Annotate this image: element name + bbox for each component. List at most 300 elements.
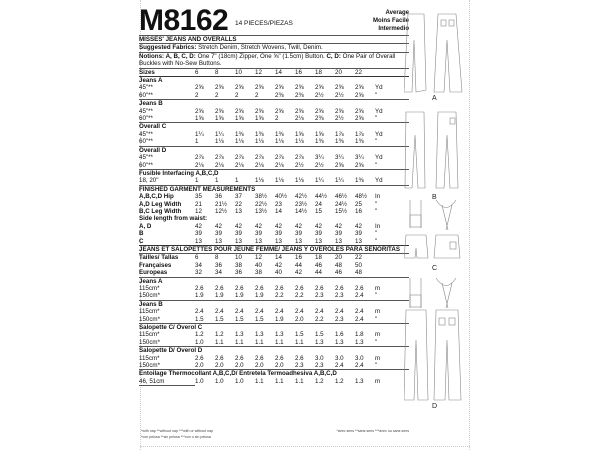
table-row (139, 215, 409, 222)
table-cell: 13 (275, 237, 282, 245)
table-cell: 48½ (355, 193, 368, 201)
table-row (139, 347, 409, 355)
table-cell: 14 (275, 207, 282, 215)
table-row (139, 36, 409, 44)
table-cell: 13 (255, 237, 262, 245)
table-cell: 1.5 (295, 331, 304, 339)
table-cell: 12½ (215, 207, 228, 215)
table-cell: 60"** (139, 91, 153, 99)
table-cell: Yd (375, 154, 383, 162)
table-cell: 1⅜ (275, 130, 284, 138)
table-cell: Yd (375, 177, 383, 185)
table-cell: 2⅝ (295, 84, 304, 92)
table-cell: 2.4 (355, 315, 364, 323)
table-cell: 10 (235, 254, 255, 262)
table-cell: 150cm* (139, 338, 160, 346)
table-cell: 1⅜ (315, 138, 324, 146)
table-cell: 2⅛ (275, 161, 284, 169)
table-cell: 34 (215, 269, 222, 277)
table-cell: 1.1 (255, 338, 264, 346)
table-cell: 2⅞ (195, 154, 204, 162)
table-cell: 1.1 (295, 378, 304, 386)
table-cell: 2⅝ (355, 91, 364, 99)
table-cell: 1.3 (235, 331, 244, 339)
table-cell: 1⅛ (275, 138, 284, 146)
table-cell: 1⅝ (195, 115, 204, 123)
table-row (139, 223, 409, 230)
table-cell: 25 (355, 200, 362, 208)
view-b-illustration (405, 112, 458, 188)
table-cell: 2⅛ (295, 115, 304, 123)
table-cell: 13 (235, 207, 242, 215)
footnote-es: *con pelusa **sin pelusa ***con o sin pelusa (141, 435, 211, 439)
table-cell: 2⅝ (295, 107, 304, 115)
table-cell: Fusible Interfacing A,B,C,D (139, 169, 409, 177)
table-cell: m (375, 308, 381, 316)
table-cell: 2⅝ (235, 107, 244, 115)
table-cell: 2⅜ (275, 91, 284, 99)
table-cell: 13 (215, 237, 222, 245)
table-cell: 1¼ (335, 177, 344, 185)
table-cell: 1.1 (275, 338, 284, 346)
table-cell: B (139, 230, 144, 238)
table-cell: 37 (235, 193, 242, 201)
table-cell: 3.0 (355, 354, 364, 362)
table-cell: 2.4 (335, 308, 344, 316)
table-cell: 2⅛ (235, 161, 244, 169)
table-cell: 2 (195, 91, 199, 99)
table-cell: 46 (315, 261, 322, 269)
table-cell: 45"** (139, 84, 153, 92)
table-cell: " (375, 207, 378, 215)
table-cell: Notions: A, B, C, D: One 7" (18cm) Zipper, One ⅝" (1.5cm) Button. C, D: One Pair of Overall Buckles with No-Sew Buttons. (139, 52, 409, 68)
table-cell: 2⅞ (295, 154, 304, 162)
table-cell: 1.5 (315, 331, 324, 339)
table-cell: 2½ (315, 91, 324, 99)
table-cell: " (375, 338, 378, 346)
table-cell: 2.3 (295, 362, 304, 370)
table-cell: 2.4 (355, 362, 364, 370)
table-row (139, 254, 409, 262)
table-cell: MISSES' JEANS AND OVERALLS (139, 36, 409, 44)
table-cell: Salopette D/ Overol D (139, 347, 409, 355)
table-cell: A,B,C,D Hip (139, 193, 174, 201)
table-cell: Jeans A (139, 77, 409, 85)
table-cell: 2.6 (275, 354, 284, 362)
table-cell: 36 (235, 269, 242, 277)
table-cell: 18 (315, 254, 335, 262)
table-cell: 42 (295, 269, 302, 277)
table-cell: 22½ (255, 200, 268, 208)
table-cell: 1.3 (355, 378, 364, 386)
table-cell: 44½ (315, 193, 328, 201)
table-row (139, 292, 409, 300)
table-cell: 36 (215, 261, 222, 269)
table-row (139, 162, 409, 170)
table-cell: 2.0 (295, 315, 304, 323)
table-cell: 35 (195, 193, 202, 201)
table-cell: 2⅝ (235, 84, 244, 92)
table-row (139, 316, 409, 324)
table-cell: 1.5 (235, 315, 244, 323)
table-cell: 42 (275, 261, 282, 269)
table-cell: 3¼ (335, 154, 344, 162)
table-cell: 2⅝ (275, 84, 284, 92)
table-cell: 1⅛ (235, 138, 244, 146)
table-cell: 2.6 (295, 354, 304, 362)
table-cell: 2.6 (335, 285, 344, 292)
table-row (139, 52, 409, 68)
table-cell: 2⅜ (315, 115, 324, 123)
table-cell: 16 (355, 207, 362, 215)
table-cell: 2.6 (235, 285, 244, 292)
table-cell: 42½ (295, 193, 308, 201)
footnotes (141, 428, 409, 440)
view-label-b: B (432, 194, 437, 201)
table-cell: " (375, 115, 378, 123)
table-cell: 1.9 (215, 292, 224, 300)
table-row (139, 154, 409, 161)
table-row (139, 146, 409, 154)
table-cell: 2 (235, 91, 239, 99)
table-cell: 2⅝ (355, 115, 364, 123)
table-cell: 2.4 (315, 308, 324, 316)
table-row (139, 308, 409, 315)
right-margin-line (469, 0, 470, 450)
table-row (139, 68, 409, 76)
table-cell: 39 (315, 230, 322, 238)
table-cell: 1⅝ (215, 115, 224, 123)
table-cell: 115cm* (139, 285, 160, 292)
table-cell: " (375, 91, 378, 99)
table-cell: 2 (255, 91, 259, 99)
table-cell: 2⅝ (315, 107, 324, 115)
table-cell: 39 (275, 230, 282, 238)
table-cell: 1.2 (315, 378, 324, 386)
table-cell: 23½ (295, 200, 308, 208)
table-cell: 1.0 (215, 378, 224, 386)
table-cell: 13 (335, 237, 342, 245)
table-cell: 1.1 (295, 338, 304, 346)
table-cell: 48 (335, 261, 342, 269)
table-row (139, 238, 409, 246)
table-cell: 150cm* (139, 362, 160, 370)
table-cell: " (375, 362, 378, 370)
table-row (139, 201, 409, 208)
table-cell: 2⅝ (335, 161, 344, 169)
table-cell: 1⅝ (295, 130, 304, 138)
footnote-en: *with nap **without nap ***with or without nap (141, 429, 214, 433)
view-label-d: D (432, 403, 438, 410)
table-cell: 2⅜ (295, 91, 304, 99)
table-cell: 22 (235, 200, 242, 208)
table-row (139, 100, 409, 108)
table-cell: 2⅞ (235, 154, 244, 162)
table-cell: 38½ (255, 193, 268, 201)
table-cell: 2⅝ (315, 84, 324, 92)
table-cell: m (375, 354, 381, 362)
table-cell: 34 (195, 261, 202, 269)
table-cell: 44 (315, 269, 322, 277)
table-cell: 1⅜ (235, 130, 244, 138)
table-cell: 1¼ (215, 130, 224, 138)
table-cell: 2⅝ (255, 84, 264, 92)
table-row (139, 245, 409, 253)
table-cell: Yd (375, 84, 383, 92)
table-row (139, 115, 409, 123)
table-cell: 46 (335, 269, 342, 277)
level-fr: Moins Facile (372, 18, 409, 24)
table-cell: 2½ (335, 115, 344, 123)
table-cell: B,C Leg Width (139, 207, 182, 215)
table-cell: 45"** (139, 130, 153, 138)
table-cell: 1.0 (195, 338, 204, 346)
table-cell: 2⅝ (355, 107, 364, 115)
table-cell: 115cm* (139, 354, 160, 362)
table-cell: 150cm* (139, 315, 160, 323)
pattern-code: M8162 (139, 4, 229, 37)
table-cell: 2.4 (295, 308, 304, 316)
table-cell: 2⅝ (355, 161, 364, 169)
table-cell: 2.6 (315, 285, 324, 292)
table-cell: FINISHED GARMENT MEASUREMENTS (139, 185, 409, 193)
table-cell: 2⅛ (255, 161, 264, 169)
table-cell: 42 (295, 222, 302, 230)
table-cell: 1.3 (355, 338, 364, 346)
table-cell: " (375, 230, 378, 238)
table-cell: 42 (195, 222, 202, 230)
table-cell: 2.3 (335, 292, 344, 300)
table-cell: 44 (295, 261, 302, 269)
table-cell: 2.3 (335, 315, 344, 323)
table-row (139, 378, 409, 386)
table-row (139, 44, 409, 52)
table-cell: 1.8 (355, 331, 364, 339)
yardage-table (139, 35, 409, 386)
table-cell: " (375, 138, 378, 146)
table-cell: 150cm* (139, 292, 160, 300)
table-cell: 1⅝ (315, 130, 324, 138)
table-cell: 3.0 (315, 354, 324, 362)
table-cell: 18, 20" (139, 177, 159, 185)
table-cell: 1.5 (215, 315, 224, 323)
table-cell: 2.0 (235, 362, 244, 370)
table-cell: Overall C (139, 123, 409, 131)
table-cell: In (375, 193, 381, 201)
table-cell: 1.1 (275, 378, 284, 386)
table-cell: 2⅞ (215, 154, 224, 162)
table-cell: 60"** (139, 161, 153, 169)
table-cell: 8 (215, 254, 235, 262)
table-cell: 2½ (295, 161, 304, 169)
table-cell: 24 (315, 200, 322, 208)
table-cell: In (375, 222, 381, 230)
table-row (139, 208, 409, 215)
garment-illustrations (404, 0, 468, 450)
table-cell: 36 (215, 193, 222, 201)
table-cell: 20 (335, 254, 355, 262)
table-cell: 1 (195, 138, 199, 146)
table-cell: 2⅝ (215, 107, 224, 115)
table-cell: C (139, 237, 144, 245)
table-cell: 12 (255, 68, 275, 76)
table-cell: 3¼ (315, 154, 324, 162)
table-row (139, 362, 409, 370)
table-cell: 2.4 (215, 308, 224, 316)
table-cell: 1 (235, 177, 239, 185)
table-row (139, 131, 409, 138)
table-cell: 12 (195, 207, 202, 215)
table-cell: 2.6 (195, 285, 204, 292)
table-cell: 2.0 (195, 362, 204, 370)
table-cell: 2.2 (315, 315, 324, 323)
table-cell: 32 (195, 269, 202, 277)
table-cell: Overall D (139, 146, 409, 154)
table-row (139, 123, 409, 131)
table-cell: 46½ (335, 193, 348, 201)
table-cell: 1 (215, 177, 219, 185)
table-cell: m (375, 378, 381, 386)
table-cell: 2 (275, 115, 279, 123)
table-cell: 60"** (139, 115, 153, 123)
table-cell: 46, 51cm (139, 377, 165, 385)
table-row (139, 138, 409, 146)
table-cell: 42 (255, 222, 262, 230)
level-es: Intermedio (378, 26, 409, 32)
table-cell: Jeans B (139, 300, 409, 308)
table-row (139, 84, 409, 91)
table-cell: 1.5 (255, 315, 264, 323)
table-cell: Side length from waist: (139, 215, 208, 223)
table-cell: 2.4 (255, 308, 264, 316)
table-cell: Jeans B (139, 100, 409, 108)
table-cell: 1.5 (195, 315, 204, 323)
table-cell: 22 (355, 68, 375, 76)
table-cell: 39 (195, 230, 202, 238)
table-row (139, 169, 409, 177)
table-cell: 42 (335, 222, 342, 230)
table-cell: 14½ (295, 207, 308, 215)
table-cell: 115cm* (139, 331, 160, 339)
table-row (139, 277, 409, 285)
table-cell: Entoilage Thermocollant A,B,C,D/ Entretela Termoadhesiva A,B,C,D (139, 370, 409, 378)
table-cell: " (375, 237, 378, 245)
table-cell: 2.6 (215, 354, 224, 362)
table-cell: 10 (235, 68, 255, 76)
table-row (139, 370, 409, 378)
table-cell: 2.0 (275, 362, 284, 370)
table-cell: 1⅛ (255, 138, 264, 146)
table-cell: A,D Leg Width (139, 200, 182, 208)
table-cell: 1.1 (215, 338, 224, 346)
table-cell: 2.6 (255, 354, 264, 362)
table-cell: Sizes (139, 68, 195, 76)
table-cell: 2.6 (355, 285, 364, 292)
table-cell: " (375, 315, 378, 323)
table-cell: 15 (315, 207, 322, 215)
table-cell: 1.0 (195, 378, 204, 386)
table-cell: Yd (375, 107, 383, 115)
table-cell: 2⅝ (255, 107, 264, 115)
table-cell: 1⅛ (295, 177, 304, 185)
table-cell: 42 (355, 222, 362, 230)
table-row (139, 300, 409, 308)
table-cell: m (375, 285, 381, 292)
table-cell: 1.9 (235, 292, 244, 300)
table-cell: 15½ (335, 207, 348, 215)
table-row (139, 339, 409, 347)
table-cell: 42 (235, 222, 242, 230)
table-cell: 16 (295, 254, 315, 262)
table-cell: 2.0 (255, 362, 264, 370)
table-cell: 1¼ (195, 130, 204, 138)
table-cell: 42 (315, 222, 322, 230)
table-cell: 13½ (255, 207, 268, 215)
table-cell: 2½ (315, 161, 324, 169)
table-row (139, 386, 409, 387)
table-cell: 21½ (215, 200, 228, 208)
table-cell: 1⅛ (295, 138, 304, 146)
table-cell: 39 (255, 230, 262, 238)
table-cell: 2.4 (195, 308, 204, 316)
table-cell: Tailles/ Tallas (139, 254, 195, 262)
table-cell: 2⅝ (195, 107, 204, 115)
table-cell: 40 (275, 269, 282, 277)
table-cell: 50 (355, 261, 362, 269)
table-cell: 1⅜ (335, 138, 344, 146)
table-cell: 1⅛ (255, 177, 264, 185)
table-cell: m (375, 331, 381, 339)
table-cell: 21 (195, 200, 202, 208)
table-cell: 1.3 (255, 331, 264, 339)
table-cell: 24½ (335, 200, 348, 208)
table-cell: 13 (235, 237, 242, 245)
table-cell: 39 (215, 230, 222, 238)
table-cell: A, D (139, 222, 152, 230)
table-cell: 2.4 (355, 308, 364, 316)
table-cell: 3.0 (335, 354, 344, 362)
table-cell: 1 (195, 177, 199, 185)
table-cell: 2.6 (235, 354, 244, 362)
table-cell: 2⅞ (275, 154, 284, 162)
table-cell: 2⅝ (335, 84, 344, 92)
table-cell: 2⅝ (355, 84, 364, 92)
table-cell: 1⅞ (335, 130, 344, 138)
view-label-a: A (432, 95, 437, 102)
table-cell: Salopette C/ Overol C (139, 324, 409, 332)
table-cell: 1⅞ (355, 130, 364, 138)
table-cell: 23 (275, 200, 282, 208)
table-cell: 2⅞ (255, 154, 264, 162)
table-cell: 40 (255, 261, 262, 269)
table-row (139, 262, 409, 269)
table-cell: 1.9 (195, 292, 204, 300)
table-cell: 13 (295, 237, 302, 245)
table-cell: 2⅝ (275, 107, 284, 115)
table-cell: 1⅛ (215, 138, 224, 146)
table-cell: 2⅝ (335, 107, 344, 115)
table-cell: 13 (195, 237, 202, 245)
table-cell: 39 (355, 230, 362, 238)
table-cell: 1.3 (335, 338, 344, 346)
table-row (139, 185, 409, 193)
table-cell: 22 (355, 254, 375, 262)
table-row (139, 355, 409, 362)
level-en: Average (385, 10, 409, 16)
pieces-count: 14 PIECES/PIEZAS (235, 20, 293, 27)
table-row (139, 331, 409, 338)
table-cell: 2.4 (335, 362, 344, 370)
